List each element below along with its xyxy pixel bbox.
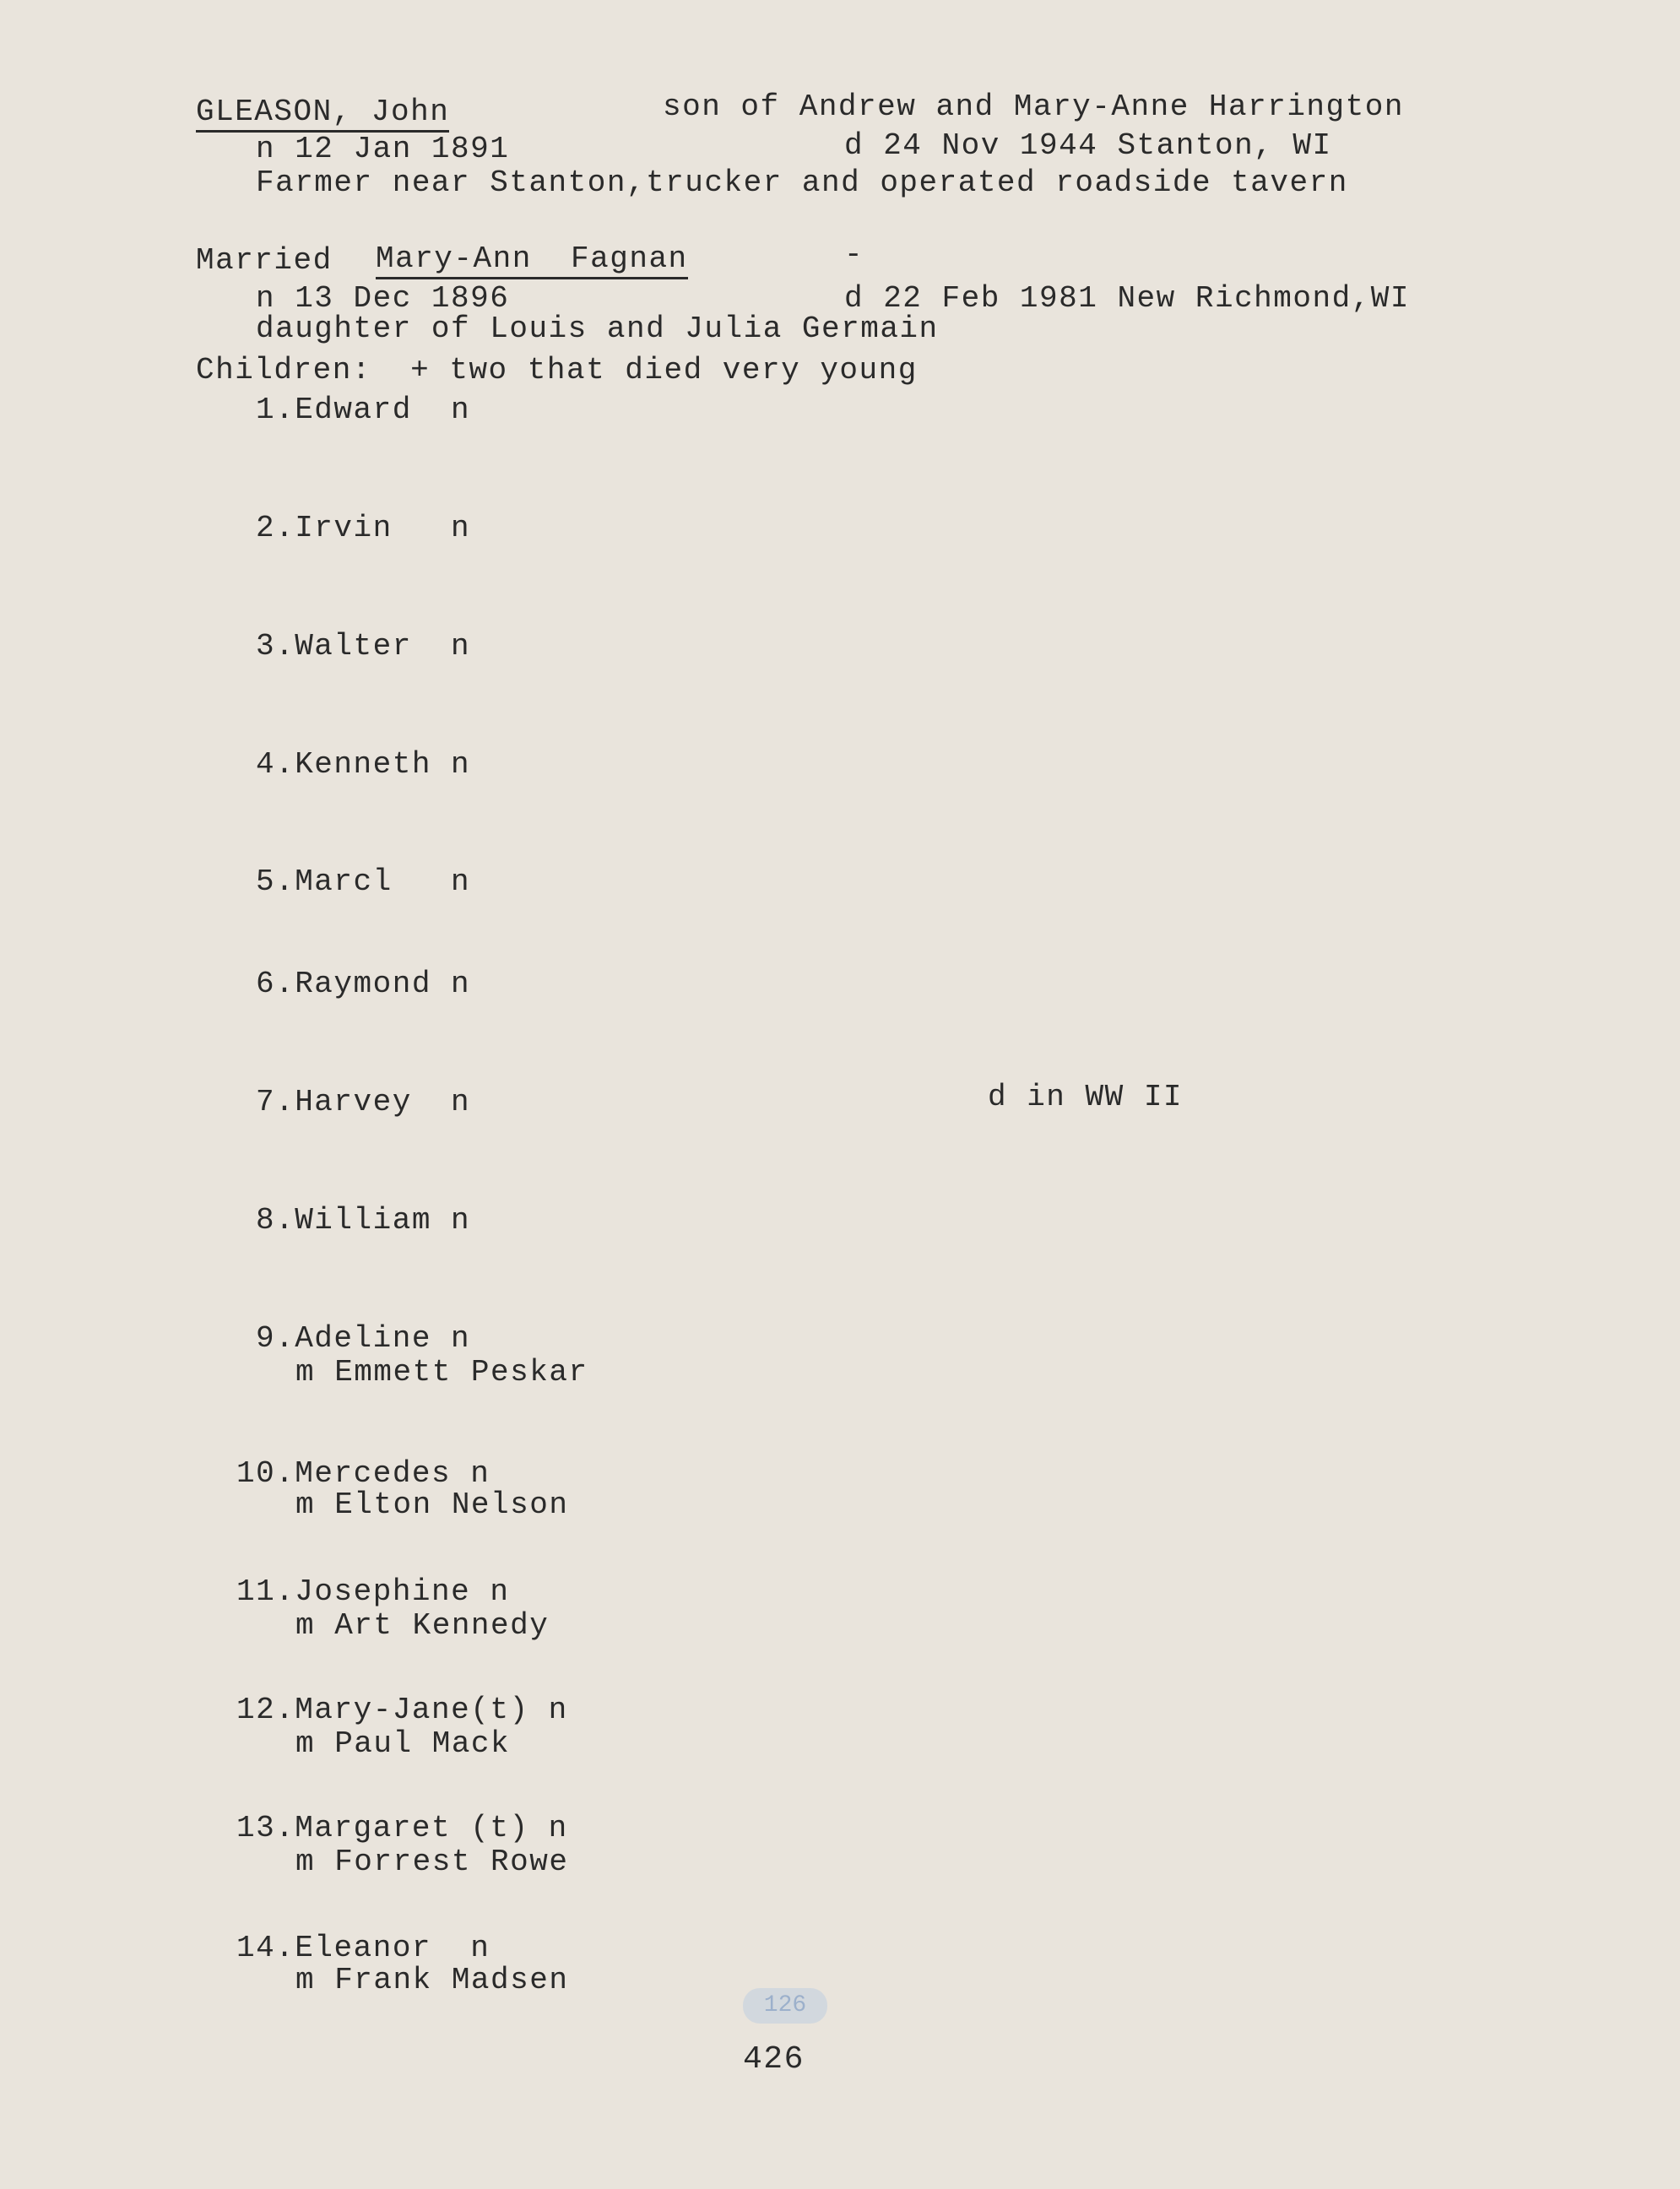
- subject-parents: son of Andrew and Mary-Anne Harrington: [663, 89, 1404, 124]
- spouse-parents: daughter of Louis and Julia Germain: [256, 312, 939, 346]
- subject-occupation: Farmer near Stanton,trucker and operated roadside tavern: [256, 165, 1348, 200]
- child-11-spouse: m Art Kennedy: [295, 1608, 550, 1643]
- subject-name: GLEASON, John: [196, 95, 449, 133]
- spouse-name: Mary-Ann Fagnan: [376, 242, 688, 279]
- child-3: 3.Walter n: [256, 629, 471, 664]
- child-12: 12.Mary-Jane(t) n: [236, 1693, 568, 1727]
- child-2: 2.Irvin n: [256, 511, 471, 545]
- child-14-spouse: m Frank Madsen: [295, 1963, 569, 1997]
- child-9: 9.Adeline n: [256, 1321, 471, 1356]
- faint-stamp: 126: [743, 1988, 827, 2024]
- child-8: 8.William n: [256, 1203, 471, 1238]
- child-11: 11.Josephine n: [236, 1574, 510, 1609]
- child-10: 10.Mercedes n: [236, 1456, 490, 1491]
- spouse-birth: n 13 Dec 1896: [256, 281, 510, 316]
- child-4: 4.Kenneth n: [256, 747, 471, 782]
- child-7: 7.Harvey n: [256, 1085, 471, 1119]
- child-5: 5.Marcl n: [256, 864, 471, 899]
- child-13: 13.Margaret (t) n: [236, 1811, 568, 1845]
- spouse-dash: -: [844, 237, 864, 272]
- child-13-spouse: m Forrest Rowe: [295, 1845, 569, 1879]
- child-6: 6.Raymond n: [256, 967, 471, 1001]
- subject-birth: n 12 Jan 1891: [256, 132, 510, 166]
- child-9-spouse: m Emmett Peskar: [295, 1355, 588, 1390]
- child-12-spouse: m Paul Mack: [295, 1726, 511, 1761]
- spouse-death: d 22 Feb 1981 New Richmond,WI: [844, 281, 1411, 316]
- children-header: Children: + two that died very young: [196, 353, 918, 387]
- subject-death: d 24 Nov 1944 Stanton, WI: [844, 128, 1332, 163]
- child-10-spouse: m Elton Nelson: [295, 1487, 569, 1522]
- child-1: 1.Edward n: [256, 393, 471, 427]
- child-14: 14.Eleanor n: [236, 1931, 490, 1965]
- child-7-note: d in WW II: [988, 1080, 1184, 1114]
- page-number: 426: [743, 2041, 805, 2078]
- married-label: Married: [196, 243, 333, 278]
